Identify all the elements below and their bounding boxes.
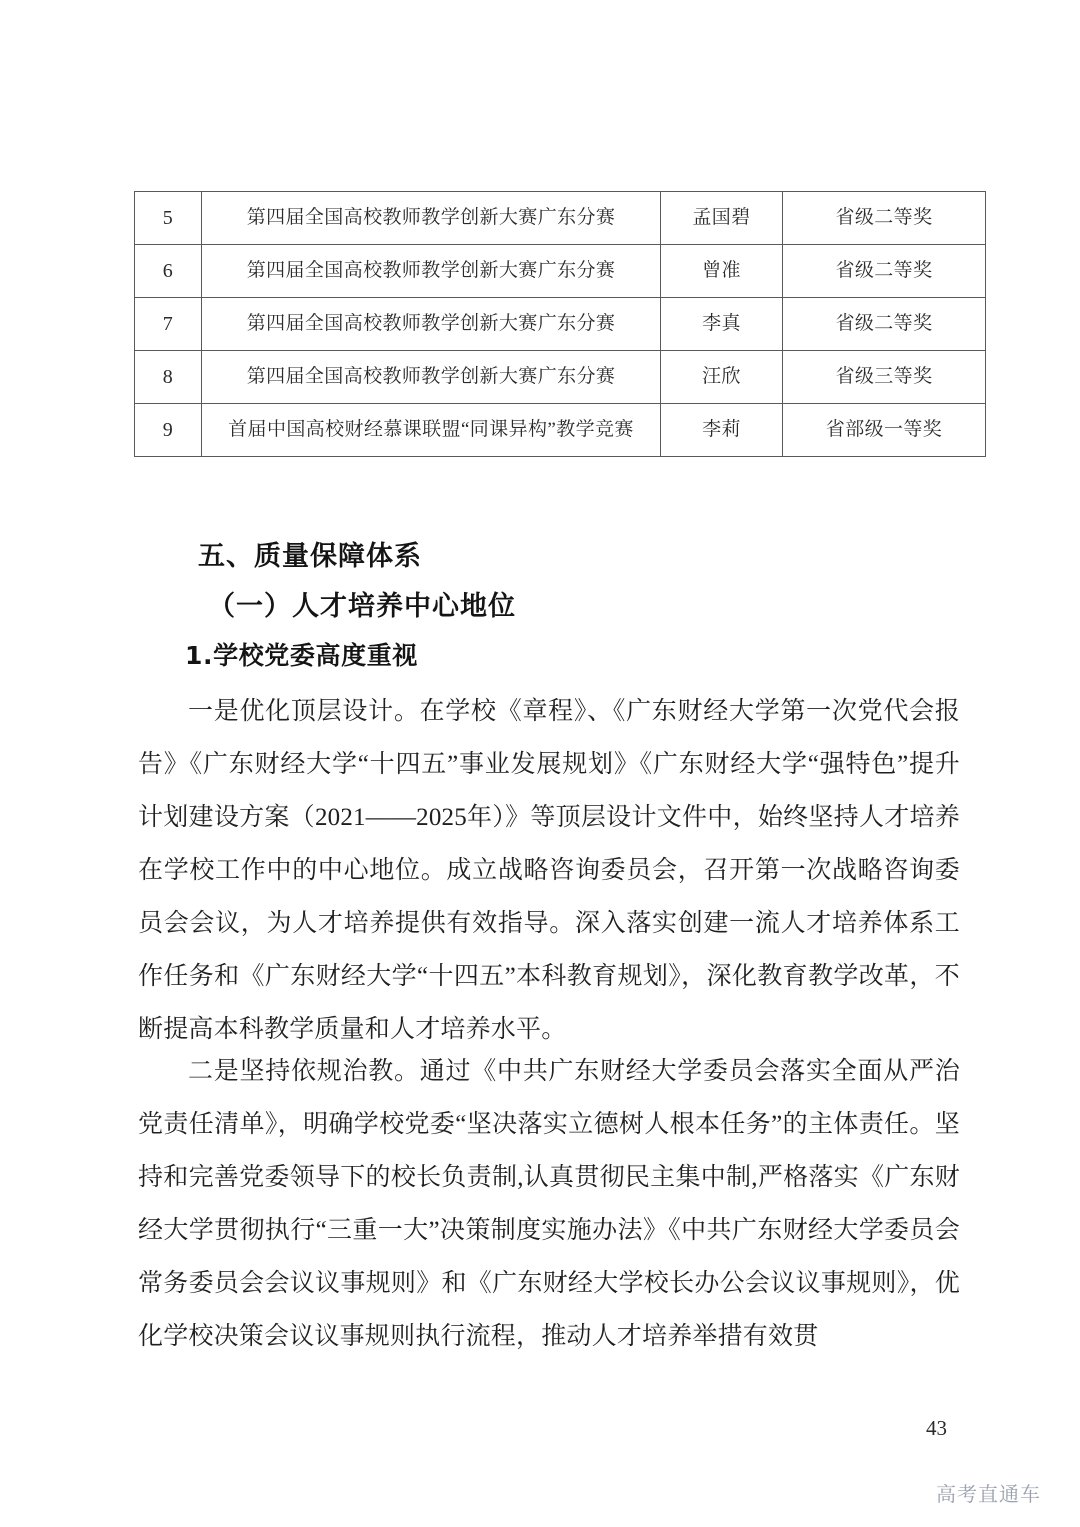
row-competition: 第四届全国高校教师教学创新大赛广东分赛 <box>202 245 661 298</box>
page-number: 43 <box>926 1416 947 1440</box>
row-competition: 首届中国高校财经慕课联盟“同课异构”教学竞赛 <box>202 404 661 457</box>
awards-table <box>134 191 986 457</box>
row-award: 省级二等奖 <box>783 245 986 298</box>
table-row <box>135 351 986 404</box>
row-person: 曾准 <box>661 245 783 298</box>
row-award: 省级二等奖 <box>783 298 986 351</box>
row-person: 李莉 <box>661 404 783 457</box>
row-person: 汪欣 <box>661 351 783 404</box>
awards-table-container <box>134 191 967 457</box>
row-index: 9 <box>135 404 202 457</box>
body-paragraph: 二是坚持依规治教。通过《中共广东财经大学委员会落实全面从严治党责任清单》，明确学校党委“坚决落实立德树人根本任务”的主体责任。坚持和完善党委领导下的校长负责制,认真贯彻民主集中制,严格落实《广东财经大学贯彻执行“三重一大”决策制度实施办法》《中共广东财经大学委员会常务委员会会议议事规则》和《广东财经大学校长办公会议议事规则》，优化学校决策会议议事规则执行流程，推动人才培养举措有效贯 <box>138 1058 960 1350</box>
row-competition: 第四届全国高校教师教学创新大赛广东分赛 <box>202 192 661 245</box>
row-person: 李真 <box>661 298 783 351</box>
row-index: 8 <box>135 351 202 404</box>
item-heading: 1.学校党委高度重视 <box>185 641 418 670</box>
row-competition: 第四届全国高校教师教学创新大赛广东分赛 <box>202 351 661 404</box>
paragraph-block-two <box>138 1045 960 1363</box>
subsection-heading: （一）人才培养中心地位 <box>208 591 516 622</box>
row-award: 省级三等奖 <box>783 351 986 404</box>
section-heading: 五、质量保障体系 <box>198 541 422 572</box>
watermark: 高考直通车 <box>936 1482 1041 1506</box>
row-index: 7 <box>135 298 202 351</box>
row-competition: 第四届全国高校教师教学创新大赛广东分赛 <box>202 298 661 351</box>
paragraph-block-one <box>138 685 960 1056</box>
row-award: 省部级一等奖 <box>783 404 986 457</box>
table-row <box>135 245 986 298</box>
row-index: 6 <box>135 245 202 298</box>
row-person: 孟国碧 <box>661 192 783 245</box>
table-row <box>135 192 986 245</box>
awards-table-body <box>135 192 986 457</box>
row-index: 5 <box>135 192 202 245</box>
table-row <box>135 404 986 457</box>
row-award: 省级二等奖 <box>783 192 986 245</box>
body-paragraph: 一是优化顶层设计。在学校《章程》、《广东财经大学第一次党代会报告》《广东财经大学“十四五”事业发展规划》《广东财经大学“强特色”提升计划建设方案（2021——2025年）》等顶层设计文件中，始终坚持人才培养在学校工作中的中心地位。成立战略咨询委员会，召开第一次战略咨询委员会会议，为人才培养提供有效指导。深入落实创建一流人才培养体系工作任务和《广东财经大学“十四五”本科教育规划》，深化教育教学改革，不断提高本科教学质量和人才培养水平。 <box>138 698 960 1043</box>
table-row <box>135 298 986 351</box>
